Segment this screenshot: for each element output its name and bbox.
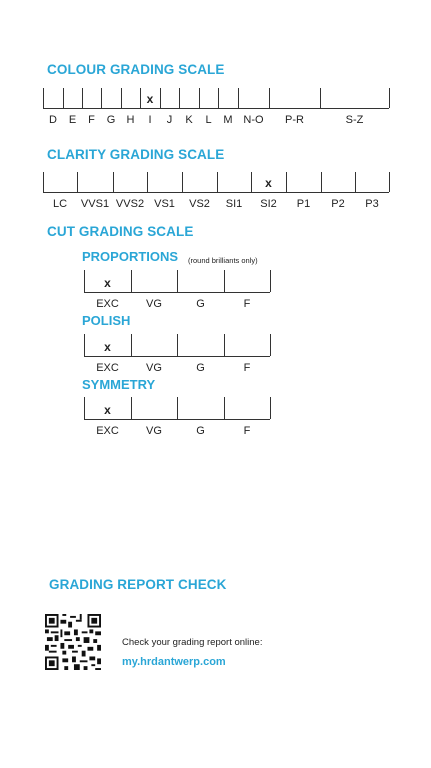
scale-divider (131, 397, 132, 419)
grade-label: F (243, 298, 251, 310)
scale-divider (218, 88, 219, 108)
scale-divider (160, 88, 161, 108)
scale-divider (286, 172, 287, 192)
polish-scale (84, 334, 270, 357)
grade-label: EXC (96, 298, 119, 310)
symmetry-title: SYMMETRY (82, 377, 156, 392)
scale-divider (269, 88, 270, 108)
colour-scale-title: COLOUR GRADING SCALE (47, 62, 225, 77)
scale-divider (224, 270, 225, 292)
cut-scale-title: CUT GRADING SCALE (47, 224, 194, 239)
proportions-title: PROPORTIONS (82, 249, 179, 264)
report-check-label: Check your grading report online: (122, 637, 263, 648)
scale-divider (177, 270, 178, 292)
scale-divider (63, 88, 64, 108)
scale-divider (355, 172, 356, 192)
scale-divider (270, 397, 271, 419)
grade-label: VG (146, 425, 162, 437)
proportions-scale (84, 270, 270, 293)
scale-divider (182, 172, 183, 192)
symmetry-scale (84, 397, 270, 420)
grade-label: P2 (331, 198, 345, 210)
grade-label: G (196, 298, 205, 310)
grade-mark: x (104, 276, 111, 290)
grade-label: N-O (243, 114, 264, 126)
scale-divider (270, 334, 271, 356)
grade-label: I (148, 114, 152, 126)
scale-divider (84, 397, 85, 419)
grade-mark: x (104, 403, 111, 417)
grade-label: VVS1 (80, 198, 110, 210)
grade-label: F (243, 425, 251, 437)
grade-label: G (196, 425, 205, 437)
grade-label: D (49, 114, 57, 126)
scale-divider (389, 172, 390, 192)
scale-divider (84, 270, 85, 292)
scale-divider (84, 334, 85, 356)
scale-divider (82, 88, 83, 108)
grade-label: K (185, 114, 193, 126)
scale-divider (224, 397, 225, 419)
grade-label: L (205, 114, 212, 126)
grade-label: P1 (296, 198, 311, 210)
grade-label: F (243, 362, 251, 374)
scale-divider (147, 172, 148, 192)
grade-label: H (126, 114, 135, 126)
scale-divider (270, 270, 271, 292)
grade-label: EXC (96, 362, 119, 374)
scale-divider (131, 270, 132, 292)
scale-divider (121, 88, 122, 108)
scale-divider (77, 172, 78, 192)
grade-mark: x (146, 92, 154, 106)
scale-divider (389, 88, 390, 108)
grade-label: LC (52, 198, 68, 210)
grade-label: P3 (365, 198, 379, 210)
scale-divider (199, 88, 200, 108)
scale-divider (101, 88, 102, 108)
polish-title: POLISH (82, 313, 131, 328)
grade-label: VG (146, 298, 162, 310)
grade-label: SI1 (225, 198, 243, 210)
scale-divider (43, 172, 44, 192)
proportions-note: (round brilliants only) (188, 256, 258, 265)
scale-divider (177, 397, 178, 419)
scale-divider (238, 88, 239, 108)
clarity-scale (43, 172, 389, 193)
scale-divider (131, 334, 132, 356)
scale-divider (177, 334, 178, 356)
grade-label: G (106, 114, 116, 126)
grade-label: M (223, 114, 233, 126)
scale-divider (140, 88, 141, 108)
grade-label: VG (146, 362, 162, 374)
scale-divider (179, 88, 180, 108)
scale-divider (43, 88, 44, 108)
scale-divider (320, 88, 321, 108)
clarity-scale-title: CLARITY GRADING SCALE (47, 147, 225, 162)
grade-label: VS2 (189, 198, 210, 210)
scale-divider (321, 172, 322, 192)
grade-label: S-Z (345, 114, 364, 126)
grade-label: P-R (285, 114, 304, 126)
scale-divider (224, 334, 225, 356)
report-check-title: GRADING REPORT CHECK (49, 577, 227, 592)
grade-label: EXC (96, 425, 119, 437)
grade-mark: x (265, 176, 272, 190)
grade-label: E (68, 114, 77, 126)
qr-code-icon[interactable] (45, 614, 101, 670)
report-check-link[interactable]: my.hrdantwerp.com (122, 656, 226, 668)
grade-label: VVS2 (115, 198, 145, 210)
scale-divider (113, 172, 114, 192)
grade-label: G (196, 362, 205, 374)
scale-divider (251, 172, 252, 192)
scale-divider (217, 172, 218, 192)
grade-label: F (88, 114, 95, 126)
grade-label: SI2 (260, 198, 277, 210)
grade-label: VS1 (154, 198, 175, 210)
grade-mark: x (104, 340, 111, 354)
colour-scale (43, 88, 389, 109)
grade-label: J (166, 114, 173, 126)
